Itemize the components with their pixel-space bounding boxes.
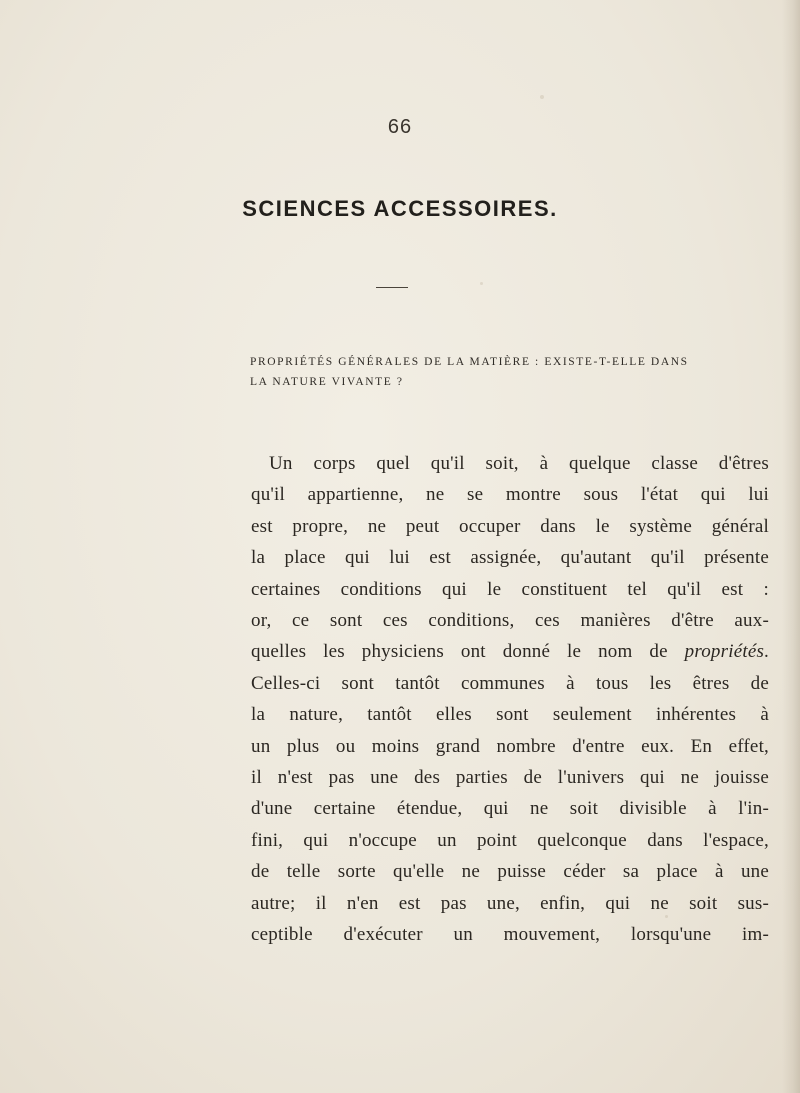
body-line: autre; il n'en est pas une, enfin, qui ne soit sus- [251,892,769,914]
body-paragraph [251,448,769,951]
body-line: Un corps quel qu'il soit, à quelque classe d'êtres [269,453,769,474]
page-edge-shadow [782,0,800,1093]
body-line: de telle sorte qu'elle ne puisse céder sa place à une [251,861,769,883]
subheading [250,352,770,392]
body-line: fini, qui n'occupe un point quelconque dans l'espace, [251,829,769,851]
paper-spot [480,282,483,285]
body-line: la place qui lui est assignée, qu'autant qu'il présente [251,547,769,569]
separator-rule [376,287,408,288]
body-line-text: . [764,641,769,663]
body-line: est propre, ne peut occuper dans le système général [251,515,769,537]
body-line-text: quelles les physiciens ont donné le nom de [251,641,685,663]
paper-spot [540,95,544,99]
body-line: or, ce sont ces conditions, ces manières d'être aux- [251,610,769,632]
subheading-line: PROPRIÉTÉS GÉNÉRALES DE LA MATIÈRE : EXISTE-T-ELLE DANS [250,356,689,368]
body-line: certaines conditions qui le constituent tel qu'il est : [251,578,769,600]
subheading-line: LA NATURE VIVANTE ? [250,376,404,388]
body-line: d'une certaine étendue, qui ne soit divisible à l'in- [251,798,769,820]
body-line: Celles-ci sont tantôt communes à tous les êtres de [251,672,769,694]
page-number: 66 [387,116,413,138]
body-line: un plus ou moins grand nombre d'entre eux. En effet, [251,735,769,757]
body-line: la nature, tantôt elles sont seulement inhérentes à [251,704,769,726]
body-line [251,636,769,667]
body-line: il n'est pas une des parties de l'univers qui ne jouisse [251,767,769,789]
body-line: qu'il appartienne, ne se montre sous l'état qui lui [251,484,769,506]
section-title: SCIENCES ACCESSOIRES. [242,196,558,221]
body-line: ceptible d'exécuter un mouvement, lorsqu'une im- [251,924,769,946]
italic-term: propriétés [684,641,765,663]
